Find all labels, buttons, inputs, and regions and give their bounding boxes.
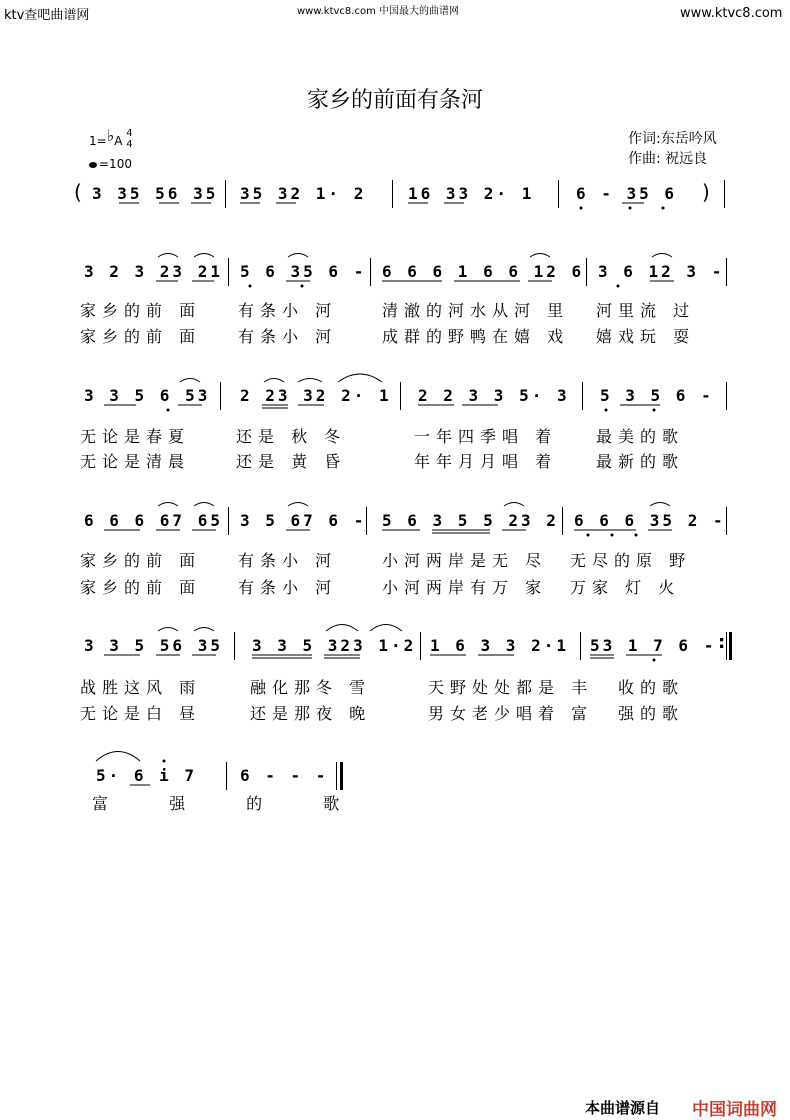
footer-source-label: 本曲谱源自 [585, 1099, 661, 1117]
intro-open-paren: ( [74, 180, 82, 204]
watermark-right: www.ktvc8.com [680, 6, 783, 21]
s3-m4: 6 6 6 35 2 - [574, 511, 726, 530]
s4-m1: 3 3 5 56 35 [84, 636, 223, 655]
slur [650, 503, 670, 507]
time-bottom: 4 [126, 138, 133, 150]
repeat-dots-icon: : [718, 632, 726, 653]
s2-l1-b: 还是 秋 冬 [236, 427, 347, 446]
octave-dot [629, 207, 632, 210]
slur [96, 752, 140, 762]
octave-dot [301, 285, 304, 288]
s2-m2: 2 23 32 2· 1 [240, 386, 392, 405]
s3-l2-c: 小河两岸有万 家 [382, 578, 548, 597]
slur [158, 503, 178, 507]
s4-l1-d: 收的歌 [618, 678, 685, 697]
s4-l1-a: 战胜这风 雨 [80, 678, 202, 697]
s4-m2: 3 3 5 323 1·2 [252, 636, 417, 655]
slur [652, 254, 672, 258]
intro-close-paren: ) [702, 180, 710, 204]
octave-dot [653, 659, 656, 662]
s4-l2-b: 还是那夜 晚 [250, 704, 372, 723]
footer-site-name[interactable]: 中国词曲网 [692, 1100, 777, 1120]
slur [194, 503, 214, 507]
octave-dot [653, 409, 656, 412]
octave-dot [617, 285, 620, 288]
lyricist-credit: 作词:东岳吟风 [628, 131, 717, 147]
s1-m4: 3 6 12 3 - [598, 262, 725, 281]
octave-dot [587, 534, 590, 537]
composer-credit: 作曲: 祝远良 [628, 151, 708, 167]
s1-l2-d: 嬉戏玩 耍 [596, 327, 696, 346]
slur [298, 379, 322, 383]
s1-l2-b: 有条小 河 [238, 327, 338, 346]
s4-m4: 53 1 7 6 - [590, 636, 717, 655]
watermark-left: ktv查吧曲谱网 [4, 8, 90, 23]
slur [504, 503, 524, 507]
s1-l1-b: 有条小 河 [238, 301, 338, 320]
s1-m2: 5 6 35 6 - [240, 262, 367, 281]
octave-dot [167, 409, 170, 412]
s3-l2-d: 万家 灯 火 [570, 578, 681, 597]
slur [194, 628, 214, 632]
octave-dot [249, 285, 252, 288]
intro-seg-1: 3 35 56 35 [92, 184, 219, 203]
slur [370, 625, 402, 632]
s2-l2-c: 年年月月唱 着 [414, 452, 558, 471]
slur [158, 254, 178, 258]
s4-l1-c: 天野处处都是 丰 [428, 678, 594, 697]
slur [338, 374, 382, 382]
flat-icon: ♭ [106, 126, 115, 145]
slur [326, 625, 358, 632]
s4-l2-c: 男女老少唱着 富 [428, 704, 594, 723]
octave-dot [611, 534, 614, 537]
s3-l1-b: 有条小 河 [238, 551, 338, 570]
slur [530, 254, 550, 258]
s2-l1-c: 一年四季唱 着 [414, 427, 558, 446]
intro-seg-4: 6 - 35 6 [576, 184, 678, 203]
s3-m1: 6 6 6 67 65 [84, 511, 223, 530]
coda-m1: 5· 6 i 7 [96, 766, 198, 785]
octave-dot [635, 534, 638, 537]
s2-l2-b: 还是 黄 昏 [236, 452, 347, 471]
coda-m2: 6 - - - [240, 766, 329, 785]
tempo-value: =100 [99, 157, 132, 171]
s1-l2-a: 家乡的前 面 [80, 327, 202, 346]
s3-m3: 5 6 3 5 5 23 2 [382, 511, 559, 530]
coda-lyrics: 富 强 的 歌 [92, 794, 368, 813]
intro-seg-2: 35 32 1· 2 [240, 184, 367, 203]
s2-l2-d: 最新的歌 [596, 452, 685, 471]
s1-l1-d: 河里流 过 [596, 301, 696, 320]
s2-l2-a: 无论是清晨 [80, 452, 191, 471]
slur [194, 254, 214, 258]
time-top: 4 [126, 127, 133, 139]
s4-m3: 1 6 3 3 2·1 [430, 636, 569, 655]
s2-l1-d: 最美的歌 [596, 427, 685, 446]
s1-l1-a: 家乡的前 面 [80, 301, 202, 320]
s3-l1-a: 家乡的前 面 [80, 551, 202, 570]
intro-seg-3: 16 33 2· 1 [408, 184, 535, 203]
slur [158, 628, 178, 632]
octave-dot [605, 409, 608, 412]
slur [180, 379, 200, 383]
key-prefix: 1= [89, 134, 107, 148]
s2-l1-a: 无论是春夏 [80, 427, 191, 446]
octave-dot [662, 207, 665, 210]
s3-m2: 3 5 67 6 - [240, 511, 367, 530]
s1-l1-c: 清澈的河水从河 里 [382, 301, 570, 320]
s4-l1-b: 融化那冬 雪 [250, 678, 372, 697]
s4-l2-d: 强的歌 [618, 704, 685, 723]
s1-m1: 3 2 3 23 21 [84, 262, 223, 281]
s3-l2-b: 有条小 河 [238, 578, 338, 597]
slur [288, 254, 308, 258]
octave-dot [580, 207, 583, 210]
s2-m1: 3 3 5 6 53 [84, 386, 211, 405]
s1-m3: 6 6 6 1 6 6 12 6 [382, 262, 585, 281]
s4-l2-a: 无论是白 昼 [80, 704, 202, 723]
key-tonic: A [114, 134, 123, 148]
song-title: 家乡的前面有条河 [306, 88, 483, 113]
s2-m3: 2 2 3 3 5· 3 [418, 386, 570, 405]
s3-l2-a: 家乡的前 面 [80, 578, 202, 597]
s3-l1-d: 无尽的原 野 [570, 551, 692, 570]
upper-octave-dot [163, 760, 166, 763]
slur [264, 379, 284, 383]
watermark-center: www.ktvc8.com 中国最大的曲谱网 [297, 6, 460, 17]
slur [288, 503, 308, 507]
s2-m4: 5 3 5 6 - [600, 386, 714, 405]
s3-l1-c: 小河两岸是无 尽 [382, 551, 548, 570]
s1-l2-c: 成群的野鸭在嬉 戏 [382, 327, 570, 346]
